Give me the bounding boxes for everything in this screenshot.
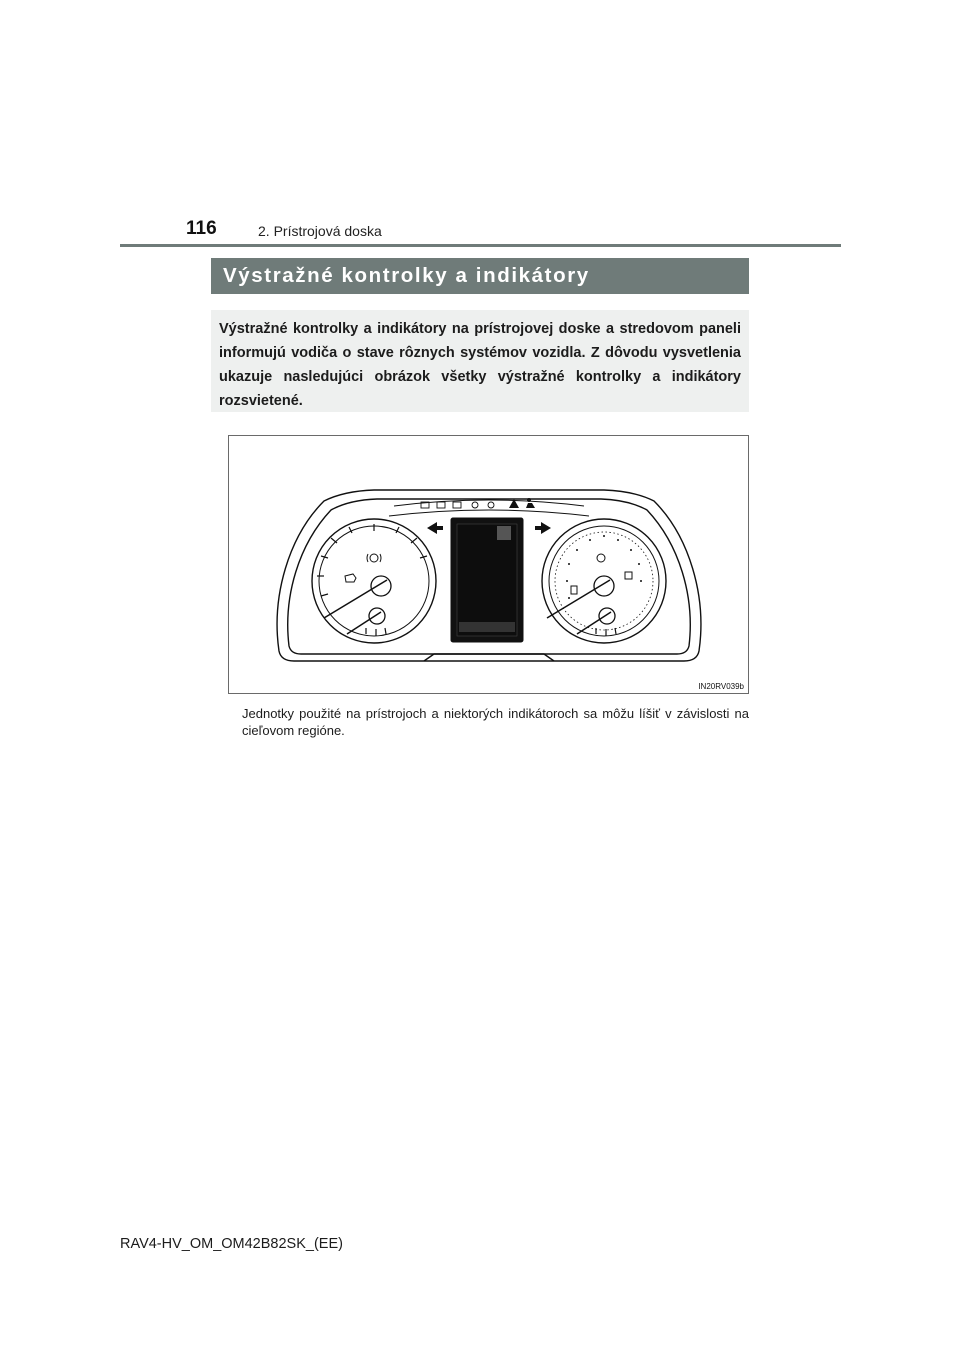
figure-caption: Jednotky použité na prístrojoch a niektorých indikátoroch sa môžu líšiť v závislosti na cieľovom regióne. [242, 706, 749, 738]
intro-text: Výstražné kontrolky a indikátory na prístrojovej doske a stredovom paneli informujú vodiča o stave rôznych systémov vozidla. Z dôvodu vysvetlenia ukazuje nasledujúci obrázok všetky výstražné kontrolky a indikátory rozsvietené. [219, 321, 741, 409]
center-display [451, 518, 523, 642]
left-gauge [312, 519, 436, 643]
page-title: Výstražné kontrolky a indikátory [223, 264, 590, 287]
instrument-cluster-drawing [229, 436, 748, 693]
figure-code: IN20RV039b [698, 682, 744, 691]
right-gauge [542, 519, 666, 643]
title-band [211, 258, 749, 294]
arrow-left-icon [427, 522, 443, 534]
section-title: 2. Prístrojová doska [258, 223, 382, 239]
page-number: 116 [186, 218, 217, 239]
instrument-cluster-figure [228, 435, 749, 694]
header-rule [120, 244, 841, 247]
arrow-right-icon [535, 522, 551, 534]
intro-box [211, 310, 749, 412]
footer-doc-id: RAV4-HV_OM_OM42B82SK_(EE) [120, 1236, 343, 1252]
